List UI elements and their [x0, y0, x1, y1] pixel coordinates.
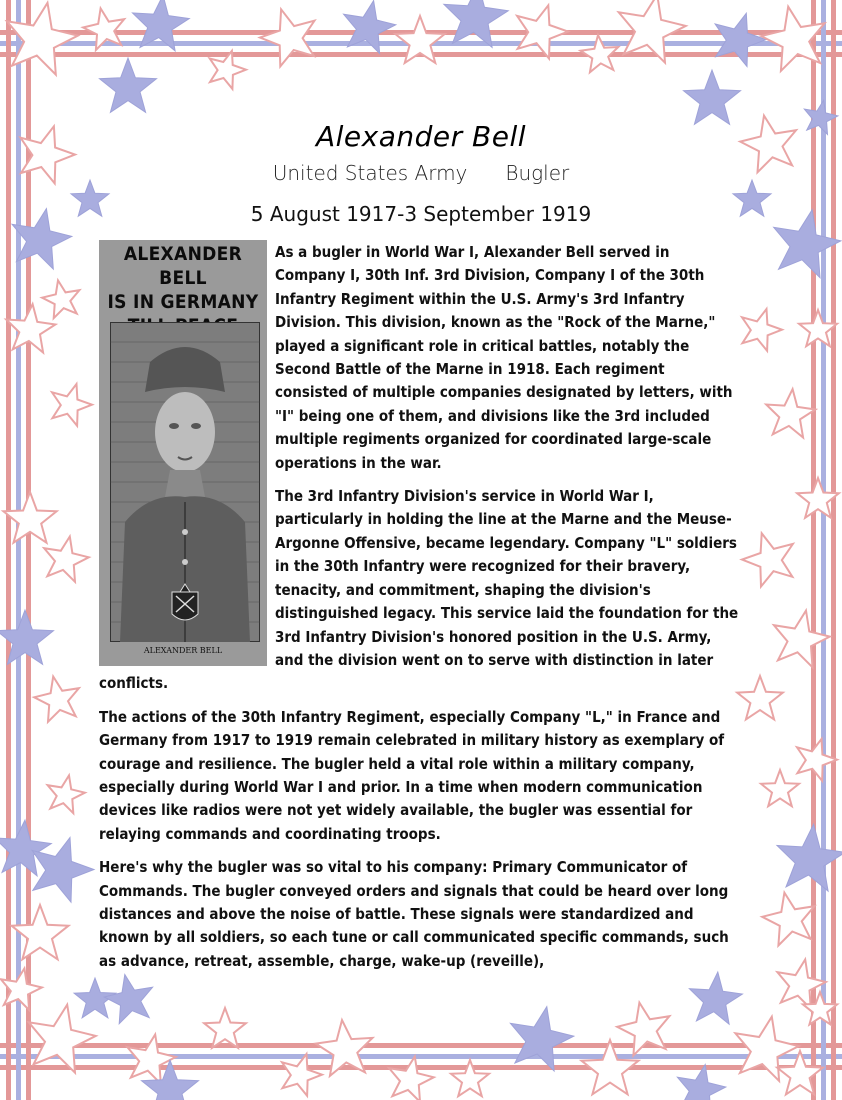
clipping-headline-line: ALEXANDER BELL	[123, 243, 243, 289]
page-title: Alexander Bell	[315, 120, 527, 153]
subtitle	[0, 161, 842, 185]
branch-label: United States Army	[272, 161, 468, 185]
clipping-headline-line: IS IN GERMANY	[107, 291, 259, 313]
clipping-caption: ALEXANDER BELL	[143, 646, 223, 655]
paragraph: The 3rd Infantry Division's service in World War I, particularly in holding the line at the Marne and the Meuse-Argonne Offensive, became legendary. Company "L" soldiers in the 30th Infantry were recognized for their bravery, tenacity, and commitment, shaping the division's distinguished legacy. This service laid the foundation for the 3rd Infantry Division's honored position in the U.S. Army, and the division went on to serve with distinction in later conflicts.	[99, 487, 739, 693]
paragraph: As a bugler in World War I, Alexander Bell served in Company I, 30th Inf. 3rd Division, Company I of the 30th Infantry Regiment within the U.S. Army's 3rd Infantry Division. This division, known as the "Rock of the Marne," played a significant role in critical battles, notably the Second Battle of the Marne in 1918. Each regiment consisted of multiple companies designated by letters, with "I" being one of them, and divisions like the 3rd included multiple regiments organized for coordinated large-scale operations in the war.	[275, 243, 733, 472]
biography-text	[99, 241, 739, 983]
paragraph: Here's why the bugler was so vital to his company: Primary Communicator of Commands. The bugler conveyed orders and signals that could be heard over long distances and above the noise of battle. These signals were standardized and known by all soldiers, so each tune or call communicated specific commands, such as advance, retreat, assemble, charge, wake-up (reveille),	[99, 858, 729, 970]
service-dates: 5 August 1917-3 September 1919	[250, 202, 592, 226]
paragraph: The actions of the 30th Infantry Regiment, especially Company "L," in France and Germany from 1917 to 1919 remain celebrated in military history as exemplary of courage and resilience. The bugler held a vital role within a military company, especially during World War I and prior. In a time when modern communication devices like radios were not yet widely available, the bugler was essential for relaying commands and coordinating troops.	[99, 707, 725, 843]
role-label: Bugler	[505, 161, 570, 185]
